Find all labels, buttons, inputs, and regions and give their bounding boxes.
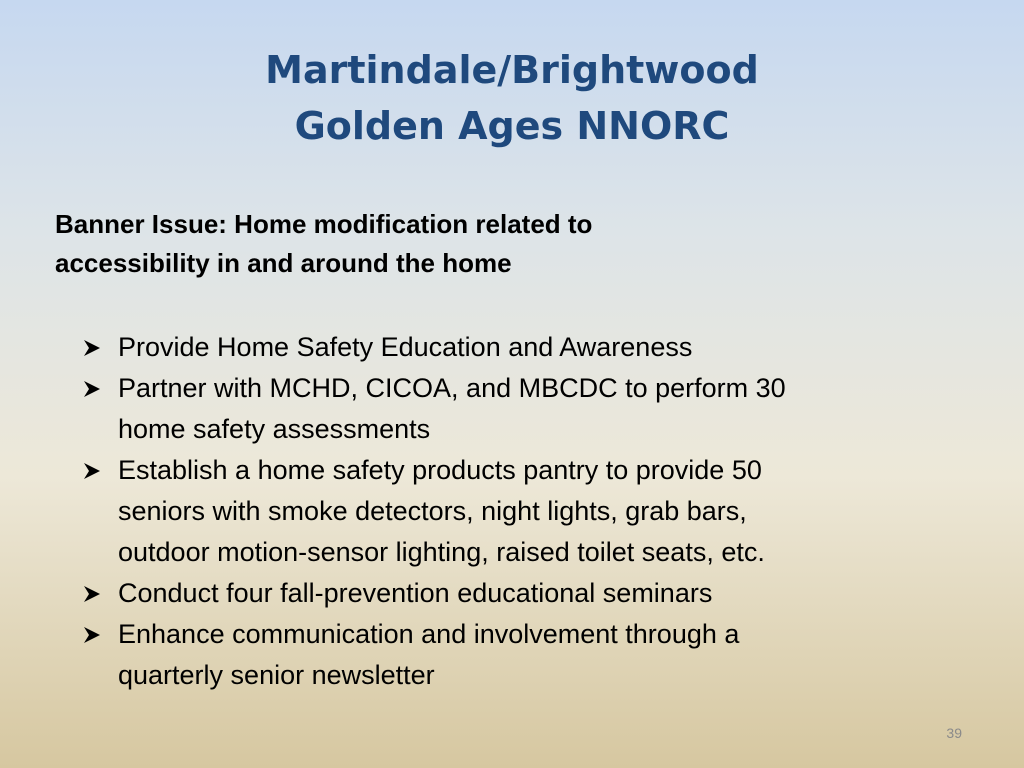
bullet-item-1 [80, 327, 980, 368]
banner-issue [55, 205, 955, 283]
bullet-line: Provide Home Safety Education and Awareness [118, 332, 693, 362]
arrow-bullet-icon [80, 327, 108, 368]
slide-title [0, 42, 1024, 154]
arrow-bullet-icon [80, 573, 108, 614]
arrow-bullet-icon [80, 450, 108, 491]
page-number: 39 [946, 725, 962, 741]
bullet-line: seniors with smoke detectors, night lights, grab bars, [118, 496, 747, 526]
bullet-line: home safety assessments [118, 414, 431, 444]
bullet-item-5 [80, 614, 980, 696]
bullet-line: Conduct four fall-prevention educational seminars [118, 578, 713, 608]
title-line-1: Martindale/Brightwood [265, 48, 759, 92]
bullet-item-4 [80, 573, 980, 614]
bullet-line: outdoor motion-sensor lighting, raised toilet seats, etc. [118, 537, 765, 567]
bullet-item-2 [80, 368, 980, 450]
bullet-line: Establish a home safety products pantry to provide 50 [118, 455, 762, 485]
title-line-2: Golden Ages NNORC [294, 104, 730, 148]
arrow-bullet-icon [80, 368, 108, 409]
bullet-line: Enhance communication and involvement through a [118, 619, 740, 649]
banner-line-2: accessibility in and around the home [55, 248, 512, 278]
banner-line-1: Banner Issue: Home modification related to [55, 209, 593, 239]
bullet-list [80, 327, 980, 696]
bullet-line: Partner with MCHD, CICOA, and MBCDC to perform 30 [118, 373, 786, 403]
bullet-line: quarterly senior newsletter [118, 660, 435, 690]
bullet-item-3 [80, 450, 980, 573]
arrow-bullet-icon [80, 614, 108, 655]
